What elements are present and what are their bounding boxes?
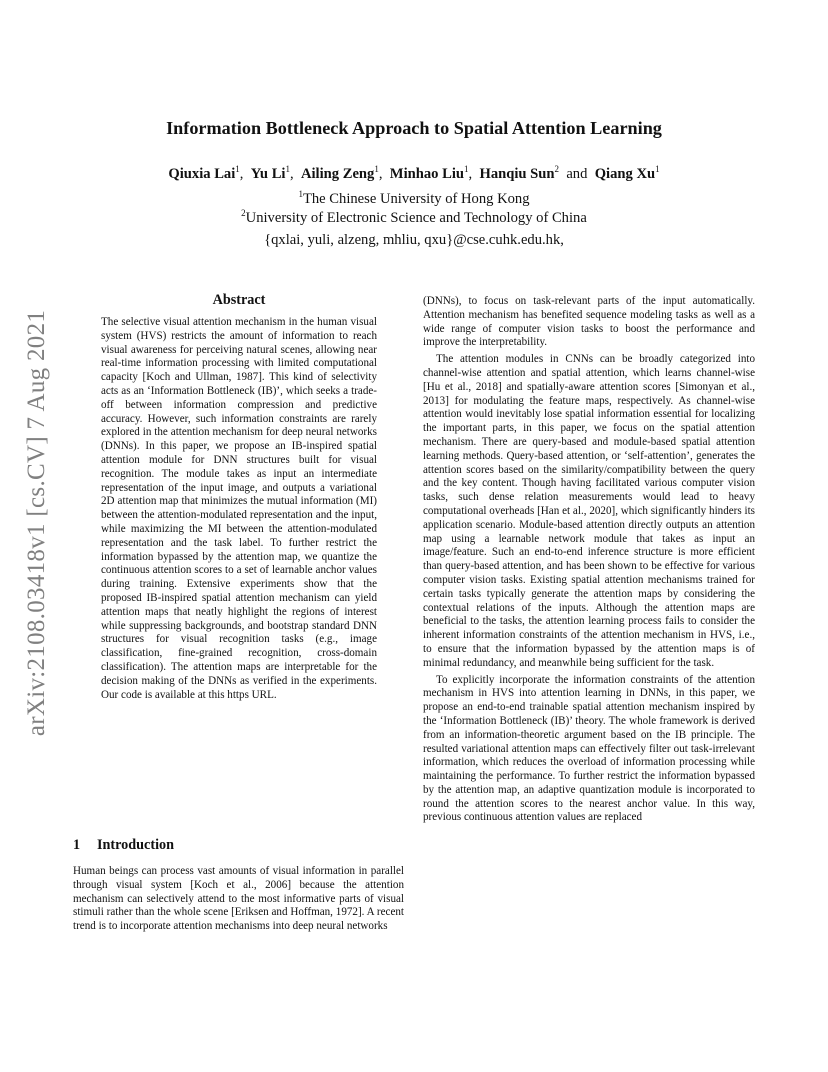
affiliation-text: University of Electronic Science and Technology of China bbox=[245, 210, 587, 226]
affiliation-text: The Chinese University of Hong Kong bbox=[302, 191, 530, 207]
abstract-heading: Abstract bbox=[212, 292, 266, 308]
author-name: Qiuxia Lai bbox=[168, 166, 236, 182]
section-title: Introduction bbox=[97, 837, 174, 853]
author-name: Minhao Liu bbox=[389, 166, 465, 182]
affiliation-mark: 1 bbox=[298, 189, 303, 199]
author-name: Qiang Xu bbox=[594, 166, 656, 182]
author-separator: , bbox=[239, 166, 244, 182]
section-number: 1 bbox=[73, 837, 81, 853]
author-separator: , bbox=[468, 166, 473, 182]
affiliation-1 bbox=[0, 189, 828, 208]
author-affiliation-mark: 1 bbox=[285, 164, 290, 174]
author-separator: , bbox=[378, 166, 383, 182]
body-paragraph: To explicitly incorporate the information constraints of the attention mechanism in HVS into attention learning in DNNs, in this paper, we propose an end-to-end trainable spatial attention mechanism inspired by the ‘Information Bottleneck (IB)’ theory. The whole framework is derived from an information-theoretic argument based on the IB principle. The resulted variational attention maps can effectively filter out task-irrelevant information, which reduces the overload of information processing while maintaining the performance. To further restrict the information bypassed by the attention map, an adaptive quantization module is incorporated to round the attention scores to the nearest anchor value. In this way, previous continuous attention values are replaced bbox=[423, 673, 755, 824]
body-paragraph: Human beings can process vast amounts of visual information in parallel through visual system [Koch et al., 2006] because the attention mechanism can selectively attend to the most informative parts of visual stimuli rather than the whole scene [Eriksen and Hoffman, 1972]. A recent trend is to incorporate attention mechanisms into deep neural networks bbox=[73, 865, 404, 933]
affiliation-2 bbox=[0, 208, 828, 227]
author-and: and bbox=[566, 166, 588, 182]
affiliation-mark: 2 bbox=[241, 208, 246, 218]
intro-left-column bbox=[73, 865, 404, 934]
author-name: Yu Li bbox=[250, 166, 286, 182]
author-affiliation-mark: 1 bbox=[235, 164, 240, 174]
author-name: Hanqiu Sun bbox=[479, 166, 555, 182]
author-list bbox=[0, 164, 828, 183]
section-heading bbox=[73, 837, 174, 854]
author-affiliation-mark: 1 bbox=[374, 164, 379, 174]
body-paragraph: The attention modules in CNNs can be broadly categorized into channel-wise attention and spatial attention, which learns channel-wise [Hu et al., 2018] and spatially-aware attention scores [Simonyan et al., 2013] for modulating the feature maps, respectively. As channel-wise attention would inevitably lose spatial information essential for localizing the important parts, in this paper, we focus on the spatial attention mechanism. There are query-based and module-based spatial attention learning methods. Query-based attention, or ‘self-attention’, generates the attention scores based on the similarity/compatibility between the query and the key content. Though having facilitated various computer vision tasks, such dense relation measurements would lead to heavy computational overheads [Han et al., 2020], which significantly hinders its application scenario. Module-based attention directly outputs an attention map using a learnable network module that takes as input an image/feature. Such an end-to-end inference structure is more efficient than query-based attention, and has been shown to be effective for various computer vision tasks. Existing spatial attention mechanisms trained for certain tasks typically generate the attention maps by considering the contextual relations of the inputs. Although the attention maps are beneficial to the tasks, the attention learning process fails to consider the inherent information constraints of the attention mechanism in HVS, i.e., to ensure that the information bypassed by the attention maps is of minimal redundancy, and meanwhile being sufficient for the task. bbox=[423, 353, 755, 669]
author-affiliation-mark: 2 bbox=[554, 164, 560, 174]
author-separator: , bbox=[290, 166, 294, 182]
body-paragraph: (DNNs), to focus on task-relevant parts of the input automatically. Attention mechanism has benefited sequence modeling tasks as well as a wide range of computer vision tasks to boost the performance and improve the interpretability. bbox=[423, 295, 755, 349]
arxiv-stamp bbox=[17, 288, 57, 758]
abstract-body bbox=[101, 316, 377, 702]
paper-title: Information Bottleneck Approach to Spatial Attention Learning bbox=[166, 118, 662, 138]
abstract-text: The selective visual attention mechanism in the human visual system (HVS) restricts the amount of information to reach visual awareness for perceiving natural scenes, allowing near real-time information processing with limited computational capacity [Koch and Ullman, 1987]. This kind of selectivity acts as an ‘Information Bottleneck (IB)’, which seeks a trade-off between information compression and predictive accuracy. However, such information constraints are rarely explored in the attention mechanism for deep neural networks (DNNs). In this paper, we propose an IB-inspired spatial attention module for DNN structures built for visual recognition. The module takes as input an intermediate representation of the input image, and outputs a variational 2D attention map that minimizes the mutual information (MI) between the attention-modulated representation and the input, while maximizing the MI between the attention-modulated representation and the task label. To further restrict the information bypassed by the attention map, we quantize the continuous attention scores to a set of learnable anchor values during training. Extensive experiments show that the proposed IB-inspired spatial attention mechanism can yield attention maps that neatly highlight the regions of interest while suppressing backgrounds, and bootstrap standard DNN structures for visual recognition tasks (e.g., image classification, fine-grained recognition, cross-domain classification). The attention maps are interpretable for the decision making of the DNNs as verified in the experiments. Our code is available at this https URL. bbox=[101, 316, 377, 701]
author-name: Ailing Zeng bbox=[300, 166, 375, 182]
author-affiliation-mark: 1 bbox=[464, 164, 469, 174]
right-column bbox=[423, 295, 755, 825]
arxiv-identifier[interactable]: arXiv:2108.03418v1 [cs.CV] 7 Aug 2021 bbox=[23, 309, 51, 737]
author-affiliation-mark: 1 bbox=[655, 164, 660, 174]
author-emails: {qxlai, yuli, alzeng, mhliu, qxu}@cse.cuhk.edu.hk, bbox=[264, 232, 564, 248]
